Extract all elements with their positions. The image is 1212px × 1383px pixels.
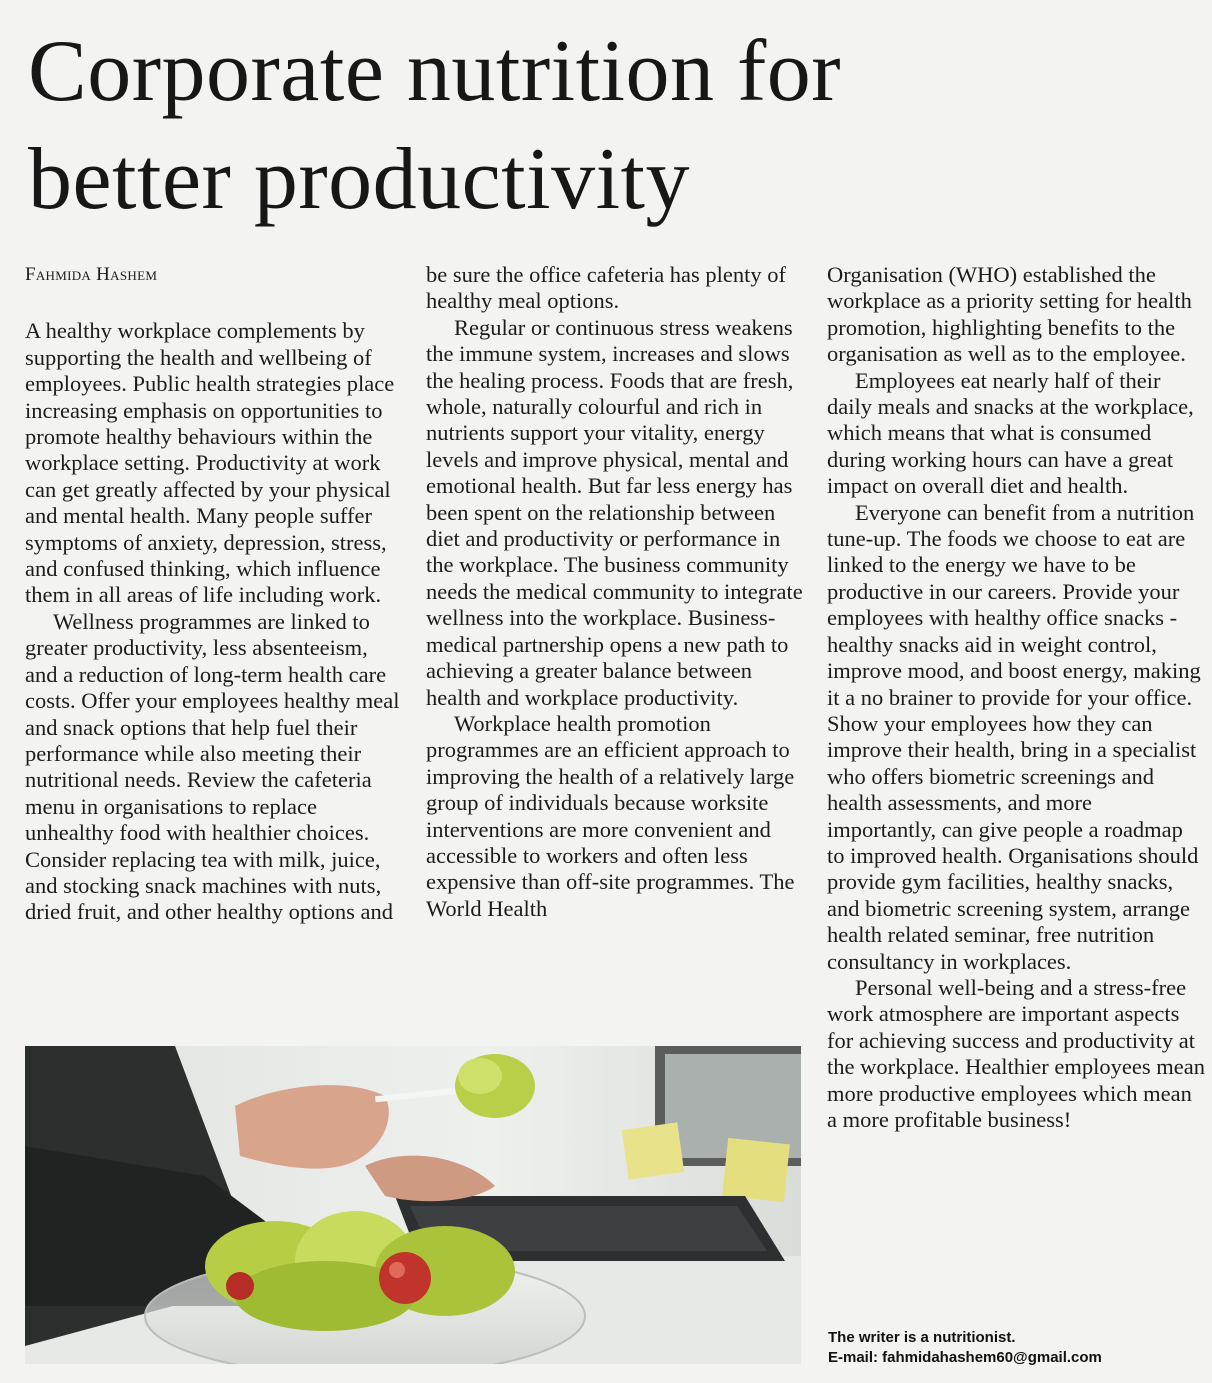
writer-note bbox=[828, 1328, 1102, 1368]
article-column-2 bbox=[426, 262, 804, 922]
article-column-3 bbox=[827, 262, 1205, 1133]
article-column-1 bbox=[25, 262, 403, 926]
headline-line-2: better productivity bbox=[28, 131, 690, 228]
paragraph: A healthy workplace complements by supporting the health and wellbeing of employees. Public health strategies place increasing emphasis on opportunities to promote healthy behaviours within the workplace setting. Productivity at work can get greatly affected by your physical and mental health. Many people suffer symptoms of anxiety, depression, stress, and confused thinking, which influence them in all areas of life including work. bbox=[25, 318, 395, 608]
headline-line-1: Corporate nutrition for bbox=[28, 23, 842, 120]
paragraph: Wellness programmes are linked to greater productivity, less absenteeism, and a reduction of long-term health care costs. Offer your employees healthy meal and snack options that help fuel their performance while also meeting their nutritional needs. Review the cafeteria menu in organisations to replace unhealthy food with healthier choices. Consider replacing tea with milk, juice, and stocking snack machines with nuts, dried fruit, and other healthy options and bbox=[25, 608, 400, 925]
paragraph: Regular or continuous stress weakens the immune system, increases and slows the healing process. Foods that are fresh, whole, naturally colourful and rich in nutrients support your vitality, energy levels and improve physical, mental and emotional health. But far less energy has been spent on the relationship between diet and productivity or performance in the workplace. The business community needs the medical community to integrate wellness into the workplace. Business-medical partnership opens a new path to achieving a greater balance between health and workplace productivity. bbox=[426, 314, 803, 710]
paragraph: Everyone can benefit from a nutrition tune-up. The foods we choose to eat are linked to the energy we have to be productive in our careers. Provide your employees with healthy office snacks - healthy snacks aid in weight control, improve mood, and boost energy, making it a no brainer to provide for your office. Show your employees how they can improve their health, bring in a specialist who offers biometric screenings and health assessments, and more importantly, can give people a roadmap to improved health. Organisations should provide gym facilities, healthy snacks, and biometric screening system, arrange health related seminar, free nutrition consultancy in workplaces. bbox=[827, 499, 1201, 974]
paragraph: be sure the office cafeteria has plenty of healthy meal options. bbox=[426, 262, 787, 314]
author-byline: Fahmida Hashem bbox=[25, 264, 158, 285]
paragraph: Workplace health promotion programmes are an efficient approach to improving the health of a relatively large group of individuals because worksite interventions are more convenient and accessible to workers and often less expensive than off-site programmes. The World Health bbox=[426, 710, 795, 921]
salad-at-desk-photo bbox=[25, 1046, 801, 1364]
paragraph: Organisation (WHO) established the workplace as a priority setting for health promotion, highlighting benefits to the organisation as well as to the employee. bbox=[827, 262, 1192, 367]
paragraph: Personal well-being and a stress-free work atmosphere are important aspects for achieving success and productivity at the workplace. Healthier employees mean more productive employees which mean a more profitable business! bbox=[827, 974, 1205, 1132]
photo-illustration bbox=[25, 1046, 801, 1364]
paragraph: Employees eat nearly half of their daily meals and snacks at the workplace, which means that what is consumed during working hours can have a great impact on overall diet and health. bbox=[827, 367, 1194, 499]
article-headline bbox=[28, 18, 841, 234]
writer-email: E-mail: fahmidahashem60@gmail.com bbox=[828, 1349, 1102, 1366]
writer-credit: The writer is a nutritionist. bbox=[828, 1329, 1016, 1346]
